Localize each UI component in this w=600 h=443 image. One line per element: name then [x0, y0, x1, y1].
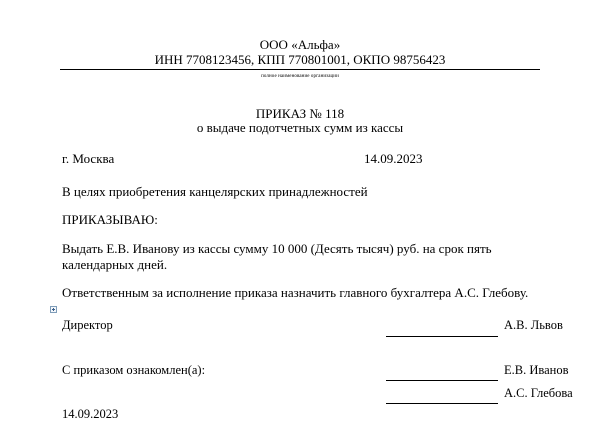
director-signature-line — [386, 336, 498, 337]
command-text: ПРИКАЗЫВАЮ: — [62, 212, 158, 227]
order-date: 14.09.2023 — [364, 151, 423, 166]
order-city: г. Москва — [62, 151, 115, 166]
order-subject: о выдаче подотчетных сумм из кассы — [196, 120, 404, 135]
person2-signature-line — [386, 403, 498, 404]
acquainted-label: С приказом ознакомлен(а): — [62, 363, 206, 377]
order-item-line-2: календарных дней. — [62, 257, 168, 272]
person2-name: А.С. Глебова — [504, 386, 573, 400]
order-item-line-1: Выдать Е.В. Иванову из кассы сумму 10 000 (Десять тысяч) руб. на срок пять — [62, 241, 492, 256]
org-ids: ИНН 7708123456, КПП 770801001, ОКПО 98756423 — [154, 52, 446, 67]
purpose-text: В целях приобретения канцелярских принадлежностей — [62, 184, 368, 199]
person1-signature-line — [386, 380, 498, 381]
table-move-handle-icon[interactable] — [50, 306, 57, 313]
order-title: ПРИКАЗ № 118 — [255, 106, 345, 121]
director-label: Директор — [62, 318, 113, 332]
header-divider — [60, 69, 540, 70]
org-name: ООО «Альфа» — [259, 37, 341, 52]
org-caption: полное наименование организации — [261, 74, 339, 79]
person1-name: Е.В. Иванов — [504, 363, 569, 377]
director-name: А.В. Львов — [504, 318, 563, 332]
responsible-text: Ответственным за исполнение приказа назначить главного бухгалтера А.С. Глебову. — [62, 285, 529, 300]
sign-date: 14.09.2023 — [62, 407, 119, 421]
